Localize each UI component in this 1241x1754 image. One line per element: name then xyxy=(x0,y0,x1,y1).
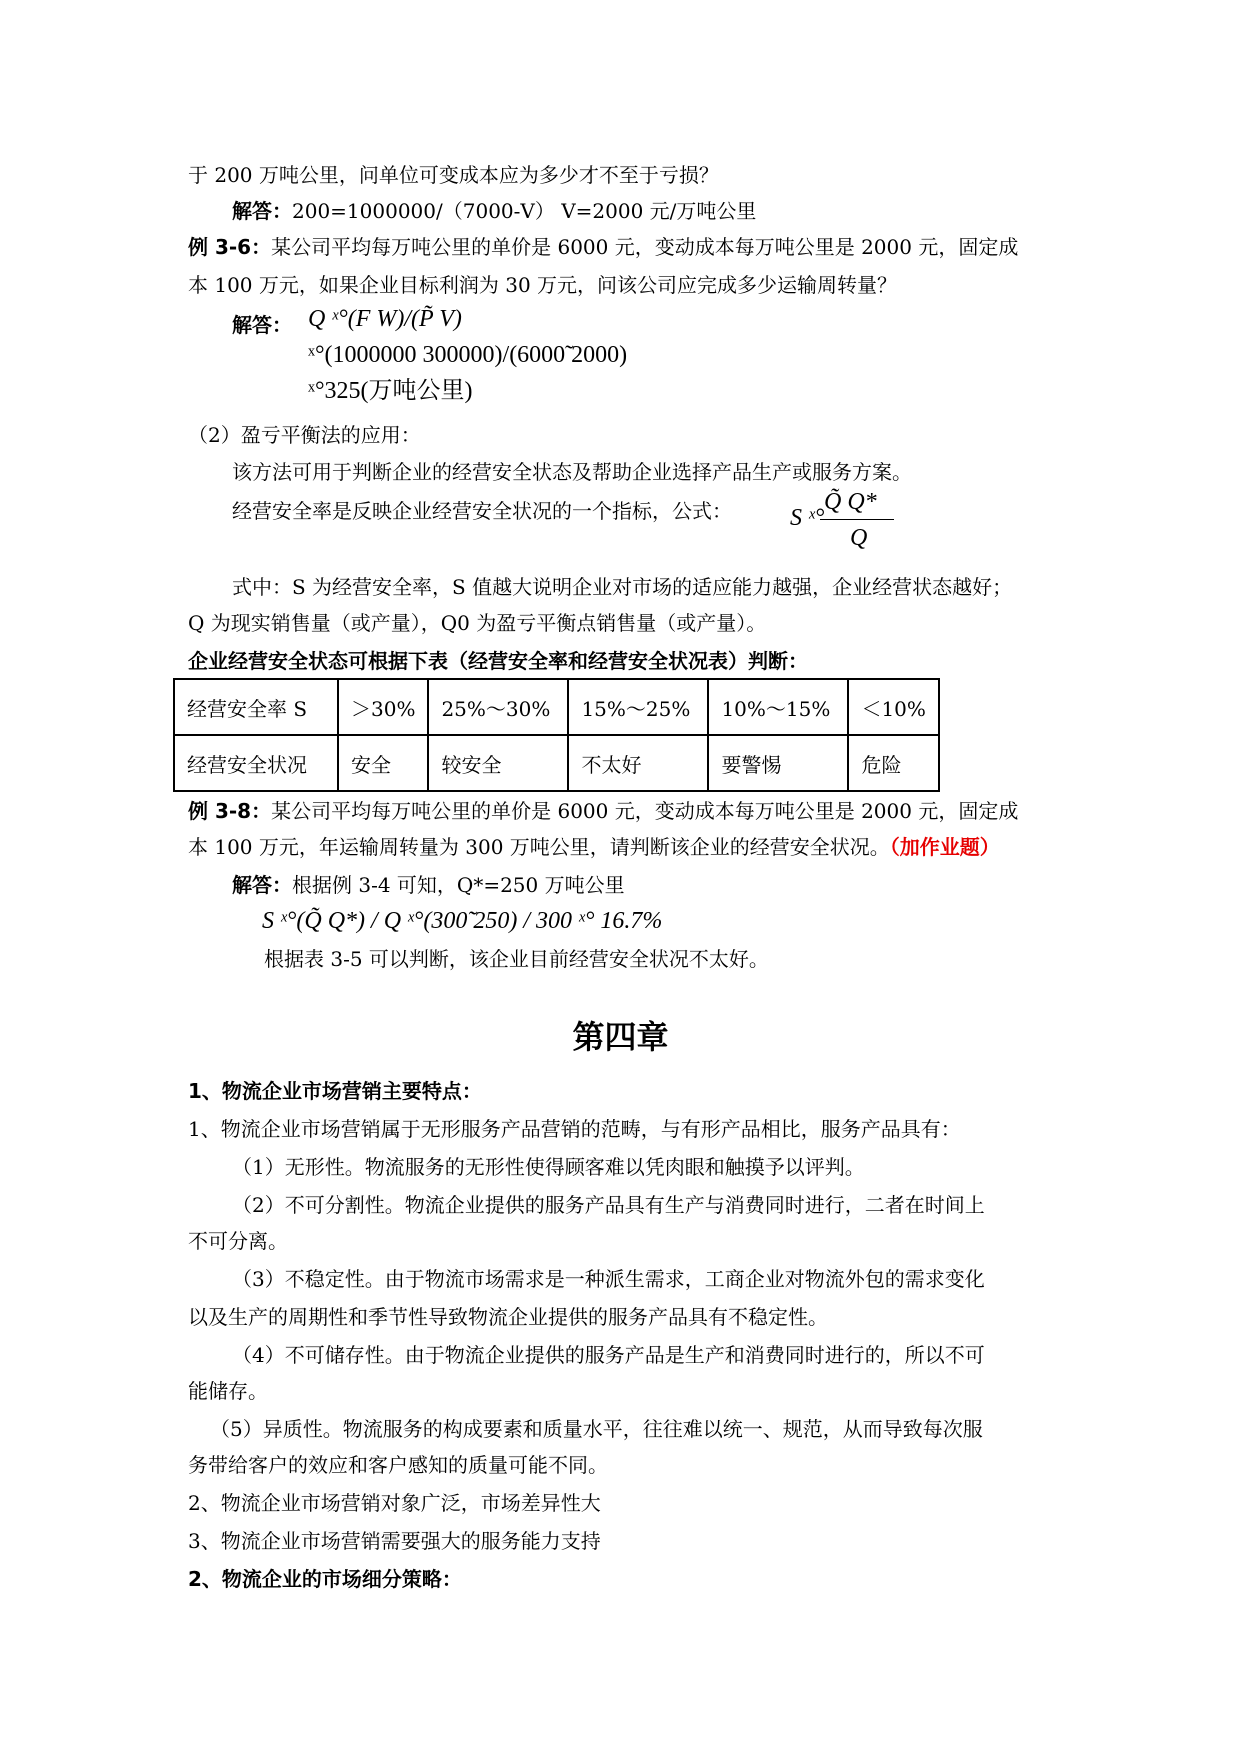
formula-denominator: Q xyxy=(850,525,868,551)
paragraph: 能储存。 xyxy=(188,1379,268,1403)
section-heading: 1、物流企业市场营销主要特点： xyxy=(188,1079,482,1103)
table-cell: 10%～15% xyxy=(708,679,848,735)
table-cell: 25%～30% xyxy=(428,679,568,735)
table-cell: ＞30% xyxy=(338,679,428,735)
paragraph: （5）异质性。物流服务的构成要素和质量水平，往往难以统一、规范，从而导致每次服 xyxy=(210,1417,983,1441)
formula-line: S ˣ°(Q̃ Q*) / Q ˣ°(300̃ 250) / 300 ˣ° 16.7% xyxy=(262,908,663,934)
table-cell: 经营安全状况 xyxy=(174,735,338,791)
answer-label: 解答： xyxy=(232,313,292,337)
table-cell: 危险 xyxy=(848,735,938,791)
table-cell: 经营安全率 S xyxy=(174,679,338,735)
table-cell: 不太好 xyxy=(568,735,708,791)
text-line: 于 200 万吨公里，问单位可变成本应为多少才不至于亏损？ xyxy=(188,163,719,187)
text-line: 经营安全率是反映企业经营安全状况的一个指标，公式： xyxy=(232,499,732,523)
answer-text: 200=1000000/（7000-V） V=2000 元/万吨公里 xyxy=(292,199,757,223)
answer-label: 解答： xyxy=(232,199,292,223)
text-line: 本 100 万元，如果企业目标利润为 30 万元，问该公司应完成多少运输周转量？ xyxy=(188,273,898,297)
formula-line: Q ˣ°(F W)/(P̃ V) xyxy=(308,306,462,332)
example-text: 本 100 万元，年运输周转量为 300 万吨公里，请判断该企业的经营安全状况。 xyxy=(188,835,890,859)
example-label: 例 3-8： xyxy=(188,799,272,823)
fraction-bar xyxy=(820,519,894,520)
example-label: 例 3-6： xyxy=(188,235,272,259)
table-row xyxy=(174,679,939,735)
formula-line: ˣ°325(万吨公里) xyxy=(308,378,473,404)
paragraph: 以及生产的周期性和季节性导致物流企业提供的服务产品具有不稳定性。 xyxy=(188,1305,828,1329)
paragraph: 1、物流企业市场营销属于无形服务产品营销的范畴，与有形产品相比，服务产品具有： xyxy=(188,1117,961,1141)
table-cell: 较安全 xyxy=(428,735,568,791)
paragraph: 不可分离。 xyxy=(188,1229,288,1253)
table-cell: 安全 xyxy=(338,735,428,791)
text-line xyxy=(188,832,1000,862)
table-row xyxy=(174,735,939,791)
homework-note: （加作业题） xyxy=(889,835,1000,859)
text-line: 该方法可用于判断企业的经营安全状态及帮助企业选择产品生产或服务方案。 xyxy=(232,460,912,484)
formula-numerator: Q̃ Q* xyxy=(824,489,877,515)
section-heading: 2、物流企业的市场细分策略： xyxy=(188,1567,462,1591)
paragraph: （2）不可分割性。物流企业提供的服务产品具有生产与消费同时进行，二者在时间上 xyxy=(232,1193,985,1217)
paragraph: 3、物流企业市场营销需要强大的服务能力支持 xyxy=(188,1529,601,1553)
text-line xyxy=(232,870,625,900)
paragraph: 2、物流企业市场营销对象广泛，市场差异性大 xyxy=(188,1491,601,1515)
text-line xyxy=(232,196,756,226)
paragraph: 务带给客户的效应和客户感知的质量可能不同。 xyxy=(188,1453,608,1477)
safety-table xyxy=(173,678,940,792)
text-line: 式中：S 为经营安全率，S 值越大说明企业对市场的适应能力越强，企业经营状态越好； xyxy=(232,575,1013,599)
text-line: 根据表 3-5 可以判断，该企业目前经营安全状况不太好。 xyxy=(264,947,769,971)
paragraph: （1）无形性。物流服务的无形性使得顾客难以凭肉眼和触摸予以评判。 xyxy=(232,1155,865,1179)
formula-lhs: S ˣ° xyxy=(790,505,825,531)
paragraph: （4）不可储存性。由于物流企业提供的服务产品是生产和消费同时进行的，所以不可 xyxy=(232,1343,985,1367)
section-heading: （2）盈亏平衡法的应用： xyxy=(188,423,421,447)
table-cell: ＜10% xyxy=(848,679,938,735)
text-line: Q 为现实销售量（或产量），Q0 为盈亏平衡点销售量（或产量）。 xyxy=(188,611,767,635)
answer-text: 根据例 3-4 可知，Q*=250 万吨公里 xyxy=(292,873,625,897)
paragraph: （3）不稳定性。由于物流市场需求是一种派生需求，工商企业对物流外包的需求变化 xyxy=(232,1267,985,1291)
table-caption: 企业经营安全状态可根据下表（经营安全率和经营安全状况表）判断： xyxy=(188,649,808,673)
text-line xyxy=(188,232,1018,262)
answer-label: 解答： xyxy=(232,873,292,897)
example-text: 某公司平均每万吨公里的单价是 6000 元，变动成本每万吨公里是 2000 元，固定成 xyxy=(271,235,1019,259)
example-text: 某公司平均每万吨公里的单价是 6000 元，变动成本每万吨公里是 2000 元，固定成 xyxy=(271,799,1019,823)
formula-line: ˣ°(1000000 300000)/(6000̃ 2000) xyxy=(308,342,628,368)
text-line xyxy=(188,796,1018,826)
table-cell: 15%～25% xyxy=(568,679,708,735)
chapter-title: 第四章 xyxy=(572,1018,669,1056)
table-cell: 要警惕 xyxy=(708,735,848,791)
